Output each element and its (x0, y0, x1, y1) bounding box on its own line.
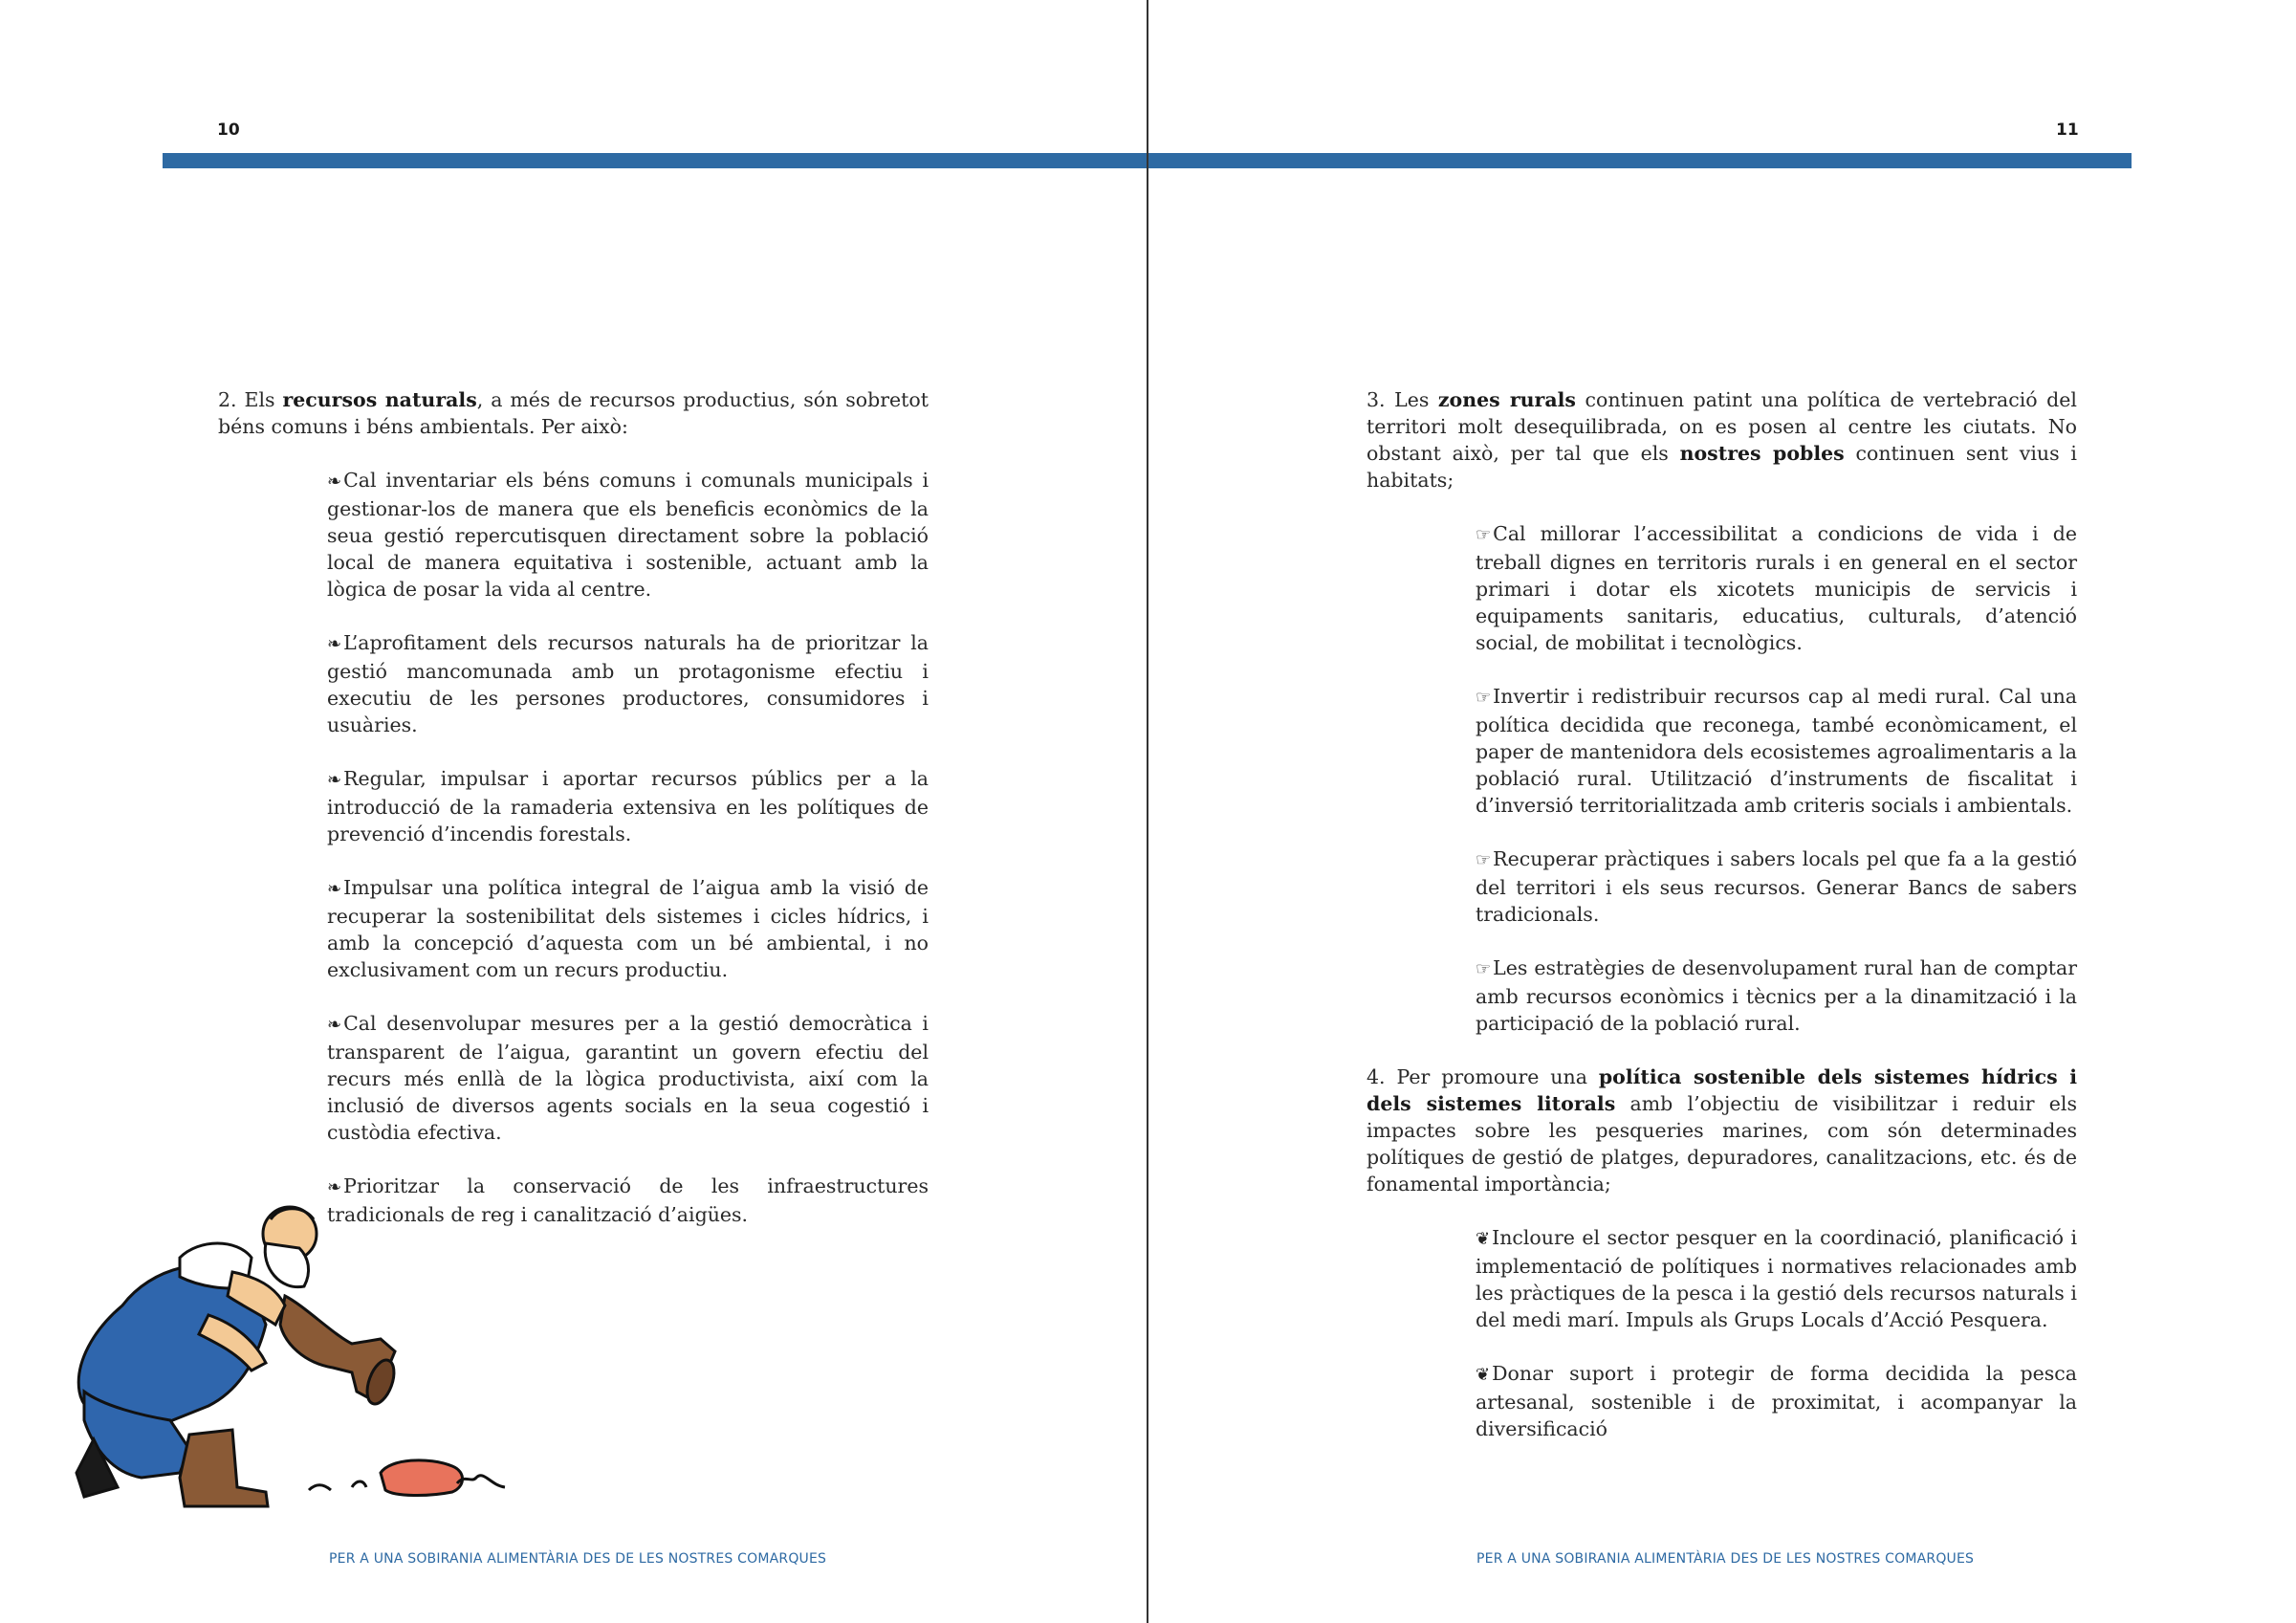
bullet-item: ❧Cal desenvolupar mesures per a la gestió democràtica i transparent de l’aigua, garantint un govern efectiu del recurs més enllà de la lògica productivista, així com la inclusió de diversos agents socials en la seua cogestió i custòdia efectiva. (327, 1012, 929, 1144)
footer-left: PER A UNA SOBIRANIA ALIMENTÀRIA DES DE LES NOSTRES COMARQUES (329, 1551, 827, 1567)
fleuron-icon: ❧ (327, 634, 342, 654)
header-bar-right (1148, 153, 2132, 168)
bullet-item: ❧Prioritzar la conservació de les infraestructures tradicionals de reg i canalització d’aigües. (327, 1174, 929, 1226)
pointing-hand-icon: ☞ (1476, 850, 1492, 870)
bullet-item: ☞Invertir i redistribuir recursos cap al medi rural. Cal una política decidida que reconega, també econòmicament, el paper de mantenidora dels ecosistemes agroalimentaris a la població rural. Utilització d’instruments de fiscalitat i d’inversió territorialitzada amb criteris socials i ambientals. (1476, 685, 2077, 817)
fleuron-icon: ❧ (327, 879, 342, 899)
page-gutter (1147, 0, 1148, 1623)
bullet-item: ❧L’aprofitament dels recursos naturals ha de prioritzar la gestió mancomunada amb un protagonisme efectiu i executiu de les persones productores, consumidores i usuàries. (327, 631, 929, 736)
bullet-item: ☞Cal millorar l’accessibilitat a condicions de vida i de treball dignes en territoris rurals i en general en el sector primari i dotar els xicotets municipis de servicis i equipaments sanitaris, educatius, culturals, d’atenció social, de mobilitat i tecnològics. (1476, 522, 2077, 654)
bullet-item: ❧Cal inventariar els béns comuns i comunals municipals i gestionar-los de manera que els beneficis econòmics de la seua gestió repercutisquen directament sobre la població local de manera equitativa i sostenible, actuant amb la lògica de posar la vida al centre. (327, 469, 929, 601)
section-4-intro: 4. Per promoure una política sostenible dels sistemes hídrics i dels sistemes litorals amb l’objectiu de visibilitzar i reduir els impactes sobre les pesqueries marines, com són determinades polítiques de gestió de platges, depuradores, canalitzacions, etc. és de fonamental importància; (1367, 1065, 2077, 1195)
pointing-hand-icon: ☞ (1476, 688, 1492, 708)
fleuron-icon: ❧ (327, 472, 342, 492)
left-page-text (218, 386, 929, 1255)
farmer-illustration (65, 1200, 534, 1516)
fleuron-icon: ❧ (327, 1177, 342, 1197)
floral-heart-icon: ❦ (1476, 1229, 1491, 1249)
fleuron-icon: ❧ (327, 770, 342, 790)
bullet-item: ❧Regular, impulsar i aportar recursos públics per a la introducció de la ramaderia extensiva en les polítiques de prevenció d’incendis forestals. (327, 767, 929, 845)
bullet-item: ❧Impulsar una política integral de l’aigua amb la visió de recuperar la sostenibilitat dels sistemes i cicles hídrics, i amb la concepció d’aquesta com un bé ambiental, i no exclusivament com un recurs productiu. (327, 876, 929, 981)
pointing-hand-icon: ☞ (1476, 959, 1492, 979)
bullet-item: ❦Donar suport i protegir de forma decidida la pesca artesanal, sostenible i de proximitat, i acompanyar la diversificació (1476, 1362, 2077, 1440)
page-number-right: 11 (2056, 121, 2079, 140)
header-bar-left (163, 153, 1148, 168)
floral-heart-icon: ❦ (1476, 1365, 1491, 1385)
pointing-hand-icon: ☞ (1476, 525, 1492, 545)
page-number-left: 10 (217, 121, 240, 140)
bullet-item: ❦Incloure el sector pesquer en la coordinació, planificació i implementació de polítiques i normatives relacionades amb les pràctiques de la pesca i la gestió dels recursos naturals i del medi marí. Impuls als Grups Locals d’Acció Pesquera. (1476, 1226, 2077, 1331)
fleuron-icon: ❧ (327, 1015, 342, 1035)
section-3-intro: 3. Les zones rurals continuen patint una política de vertebració del territori molt desequilibrada, on es posen al centre les ciutats. No obstant això, per tal que els nostres pobles continuen sent vius i habitats; (1367, 388, 2077, 492)
footer-right: PER A UNA SOBIRANIA ALIMENTÀRIA DES DE LES NOSTRES COMARQUES (1476, 1551, 1975, 1567)
bullet-item: ☞Recuperar pràctiques i sabers locals pel que fa a la gestió del territori i els seus recursos. Generar Bancs de sabers tradicionals. (1476, 847, 2077, 926)
right-page-text (1367, 386, 2077, 1469)
section-2-intro: 2. Els recursos naturals, a més de recursos productius, són sobretot béns comuns i béns ambientals. Per això: (218, 388, 929, 438)
bullet-item: ☞Les estratègies de desenvolupament rural han de comptar amb recursos econòmics i tècnics per a la dinamització i la participació de la població rural. (1476, 956, 2077, 1035)
